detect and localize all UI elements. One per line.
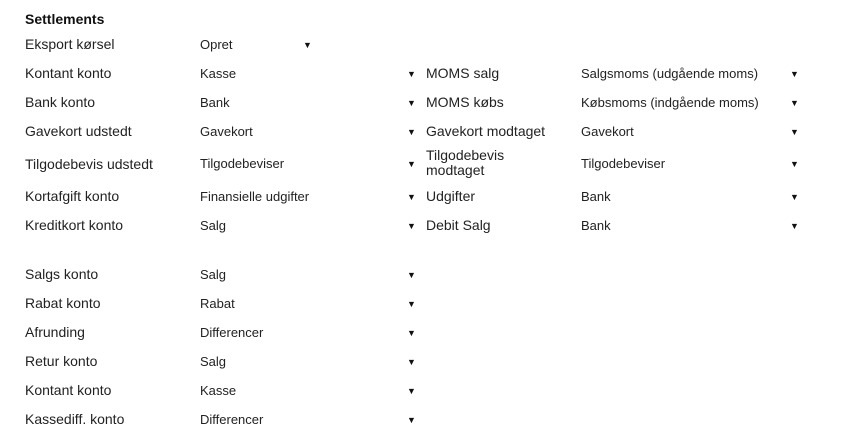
salgs-konto-value: Salg [200, 267, 227, 282]
retur-konto-value: Salg [200, 354, 227, 369]
chevron-down-icon: ▼ [407, 299, 416, 309]
chevron-down-icon: ▼ [407, 192, 416, 202]
chevron-down-icon: ▼ [407, 270, 416, 280]
chevron-down-icon: ▼ [790, 192, 799, 202]
export-select[interactable] [200, 37, 312, 53]
kassediff-konto-value: Differencer [200, 412, 264, 427]
afrunding-select[interactable] [200, 325, 416, 341]
udgifter-select[interactable] [581, 189, 799, 205]
gavekort-udstedt-value: Gavekort [200, 124, 253, 139]
chevron-down-icon: ▼ [407, 328, 416, 338]
kassediff-konto-select[interactable] [200, 412, 416, 428]
kortafgift-konto-select[interactable] [200, 189, 416, 205]
rabat-konto-select[interactable] [200, 296, 416, 312]
chevron-down-icon: ▼ [407, 159, 416, 169]
kortafgift-konto-value: Finansielle udgifter [200, 189, 310, 204]
bank-konto-value: Bank [200, 95, 230, 110]
moms-salg-value: Salgsmoms (udgående moms) [581, 66, 759, 81]
tilgodebevis-udstedt-select[interactable] [200, 156, 416, 172]
moms-kobs-label: MOMS købs [426, 94, 504, 110]
export-select-value: Opret [200, 37, 233, 52]
gavekort-modtaget-select[interactable] [581, 124, 799, 140]
kontant-konto-select[interactable] [200, 66, 416, 82]
salgs-konto-label: Salgs konto [25, 266, 99, 282]
chevron-down-icon: ▼ [407, 69, 416, 79]
page-title: Settlements [25, 11, 105, 27]
afrunding-value: Differencer [200, 325, 264, 340]
tilgodebevis-udstedt-label: Tilgodebevis udstedt [25, 156, 153, 172]
chevron-down-icon: ▼ [790, 127, 799, 137]
kontant-konto-label: Kontant konto [25, 65, 112, 81]
chevron-down-icon: ▼ [790, 98, 799, 108]
debit-salg-select[interactable] [581, 218, 799, 234]
bank-konto-label: Bank konto [25, 94, 96, 110]
tilgodebevis-modtaget-value: Tilgodebeviser [581, 156, 666, 171]
chevron-down-icon: ▼ [790, 159, 799, 169]
afrunding-label: Afrunding [25, 324, 85, 340]
chevron-down-icon: ▼ [407, 415, 416, 425]
chevron-down-icon: ▼ [407, 98, 416, 108]
gavekort-modtaget-value: Gavekort [581, 124, 634, 139]
udgifter-value: Bank [581, 189, 611, 204]
gavekort-udstedt-label: Gavekort udstedt [25, 123, 132, 139]
export-label: Eksport kørsel [25, 36, 115, 52]
rabat-konto-value: Rabat [200, 296, 235, 311]
chevron-down-icon: ▼ [407, 221, 416, 231]
debit-salg-value: Bank [581, 218, 611, 233]
moms-kobs-value: Købsmoms (indgående moms) [581, 95, 759, 110]
kortafgift-konto-label: Kortafgift konto [25, 188, 120, 204]
retur-konto-label: Retur konto [25, 353, 98, 369]
chevron-down-icon: ▼ [303, 40, 312, 50]
udgifter-label: Udgifter [426, 188, 476, 204]
kreditkort-konto-value: Salg [200, 218, 227, 233]
moms-salg-label: MOMS salg [426, 65, 500, 81]
debit-salg-label: Debit Salg [426, 217, 491, 233]
chevron-down-icon: ▼ [407, 127, 416, 137]
gavekort-modtaget-label: Gavekort modtaget [426, 123, 546, 139]
salgs-konto-select[interactable] [200, 267, 416, 283]
kreditkort-konto-label: Kreditkort konto [25, 217, 124, 233]
chevron-down-icon: ▼ [790, 221, 799, 231]
moms-salg-select[interactable] [581, 66, 799, 82]
moms-kobs-select[interactable] [581, 95, 799, 111]
chevron-down-icon: ▼ [407, 357, 416, 367]
rabat-konto-label: Rabat konto [25, 295, 101, 311]
tilgodebevis-udstedt-value: Tilgodebeviser [200, 156, 285, 171]
retur-konto-select[interactable] [200, 354, 416, 370]
kontant-konto-value: Kasse [200, 66, 237, 81]
chevron-down-icon: ▼ [407, 386, 416, 396]
kreditkort-konto-select[interactable] [200, 218, 416, 234]
gavekort-udstedt-select[interactable] [200, 124, 416, 140]
bank-konto-select[interactable] [200, 95, 416, 111]
kontant-konto-2-label: Kontant konto [25, 382, 112, 398]
kontant-konto-2-select[interactable] [200, 383, 416, 399]
kontant-konto-2-value: Kasse [200, 383, 237, 398]
kassediff-konto-label: Kassediff. konto [25, 411, 125, 427]
chevron-down-icon: ▼ [790, 69, 799, 79]
tilgodebevis-modtaget-select[interactable] [581, 156, 799, 172]
tilgodebevis-modtaget-label: Tilgodebevis modtaget [426, 147, 505, 178]
